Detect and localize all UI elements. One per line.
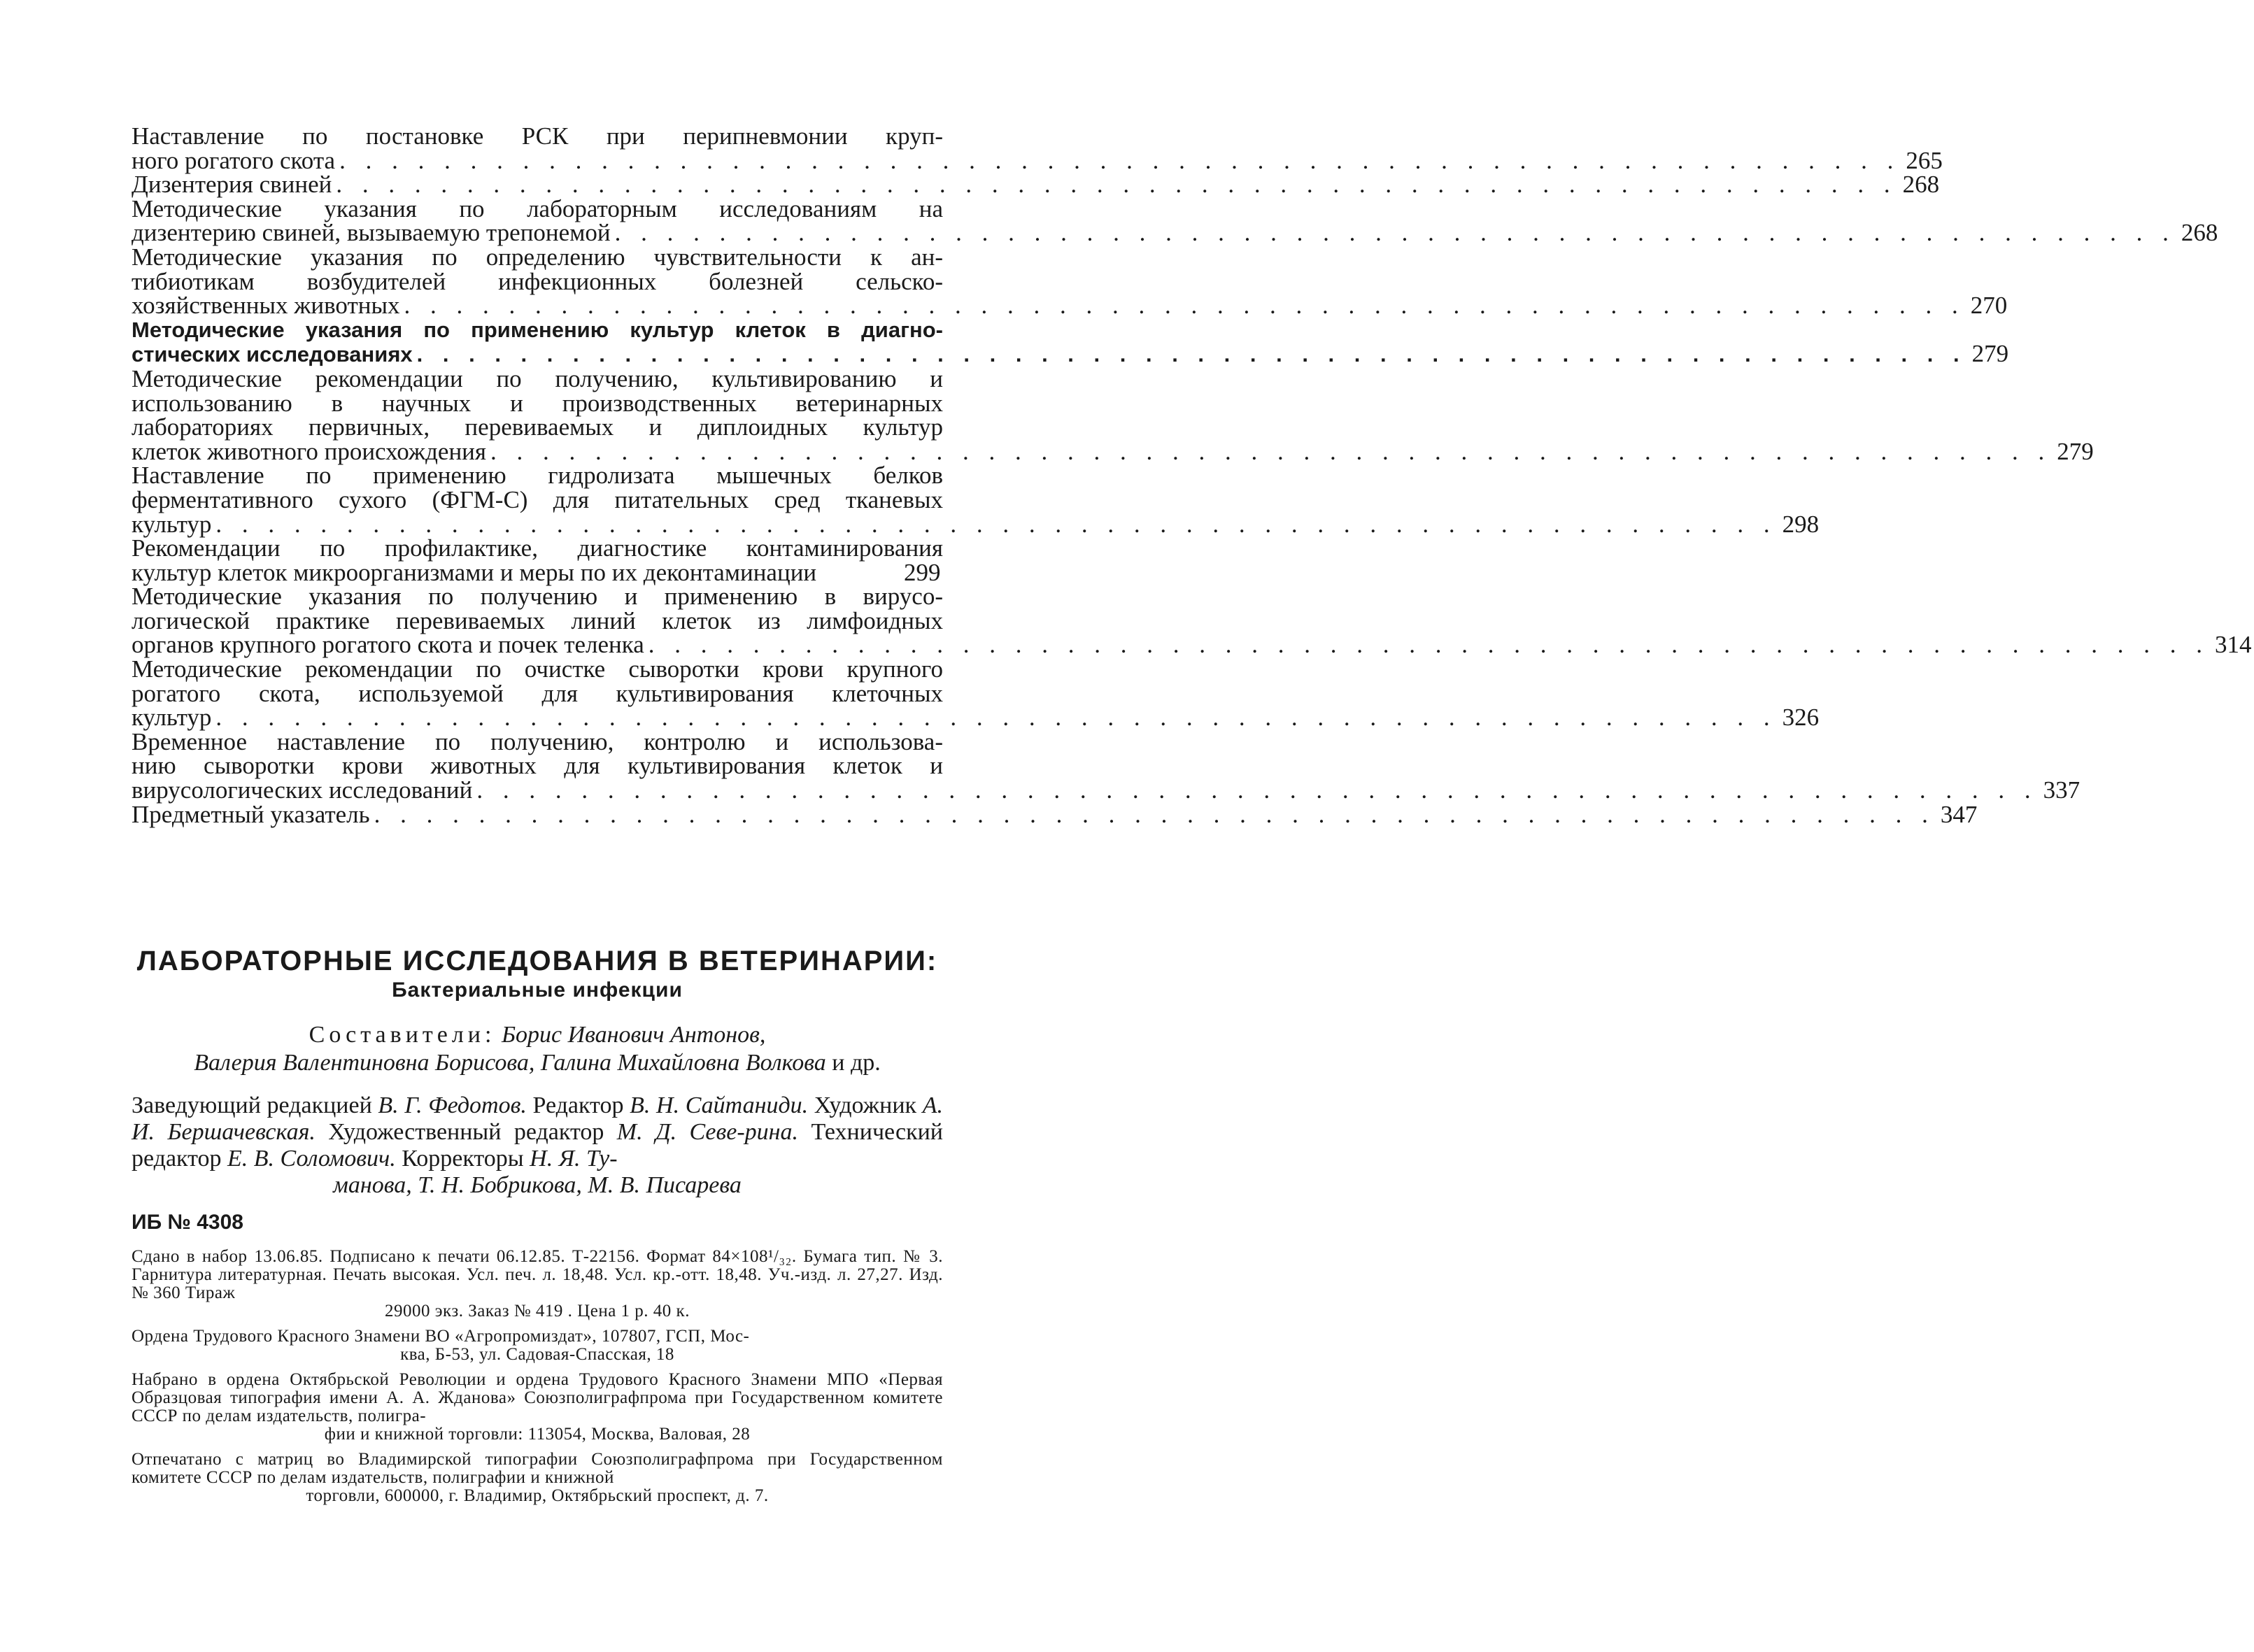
- toc-entry-title-end: вирусологических исследований: [132, 776, 473, 804]
- imprint-typesetting: Набрано в ордена Октябрьской Революции и ордена Трудового Красного Знамени МПО «Первая Образцовая типография имени А. А. Жданова» Союзполиграфпрома при Государственном комитете СССР по делам издательств, полигра-: [132, 1370, 943, 1425]
- toc-entry-title-end: органов крупного рогатого скота и почек теленка: [132, 631, 644, 659]
- toc-entry: [132, 171, 1940, 199]
- editor-role: Художественный редактор: [315, 1119, 617, 1145]
- toc-entry-line: Методические рекомендации по очистке сыворотки крови крупного: [132, 655, 943, 683]
- toc-entry-line: Рекомендации по профилактике, диагностике контаминирования: [132, 534, 943, 562]
- toc-page-number: 279: [1971, 340, 2009, 368]
- editor-role: Заведующий редакцией: [132, 1092, 378, 1118]
- toc-leader-dots: . . . . . . . . . . . . . . . . . . . . . . . . . . . . . . . . . . . . . . . . . . . . . . . . . . . . . . . . . . . .: [339, 146, 1901, 174]
- editorial-staff-last-line: манова, Т. Н. Бобрикова, М. В. Писарева: [333, 1172, 742, 1198]
- toc-entry-line: Методические рекомендации по получению, культивированию и: [132, 364, 943, 392]
- compilers-line-1: Борис Иванович Антонов,: [501, 1022, 766, 1048]
- toc-entry-title-end: культур: [132, 704, 212, 732]
- imprint-print-data-end: 29000 экз. Заказ № 419 . Цена 1 р. 40 к.: [385, 1302, 690, 1320]
- imprint-publisher: Ордена Трудового Красного Знамени ВО «Агропромиздат», 107807, ГСП, Мос-: [132, 1327, 750, 1346]
- table-of-contents: [132, 122, 2252, 828]
- imprint-printing: Отпечатано с матриц во Владимирской типографии Союзполиграфпрома при Государственном комитете СССР по делам издательств, полиграфии и книжной: [132, 1450, 943, 1487]
- editor-name: А. И. Бершачевская.: [132, 1092, 943, 1145]
- toc-entry-title-end: хозяйственных животных: [132, 292, 400, 320]
- toc-entry: [132, 317, 2009, 368]
- toc-entry: [132, 727, 2081, 804]
- toc-entry-line: Временное наставление по получению, контролю и использова-: [132, 727, 943, 755]
- toc-entry-title-end: культур: [132, 510, 212, 538]
- imprint-typesetting-end: фии и книжной торговли: 113054, Москва, Валовая, 28: [324, 1425, 751, 1444]
- toc-leader-dots: . . . . . . . . . . . . . . . . . . . . . . . . . . . . . . . . . . . . . . . . . . . . . . . . . . . . . . . . . . . .: [476, 776, 2038, 804]
- imprint-printing-end: торговли, 600000, г. Владимир, Октябрьский проспект, д. 7.: [306, 1486, 769, 1505]
- editor-role: Корректоры: [395, 1146, 530, 1172]
- ib-number: ИБ № 4308: [132, 1211, 243, 1234]
- toc-entry-line: Наставление по постановке РСК при перипневмонии круп-: [132, 122, 943, 150]
- toc-page-number: 270: [1970, 292, 2008, 320]
- compilers-line-2: Валерия Валентиновна Борисова, Галина Михайловна Волкова: [194, 1050, 826, 1076]
- toc-page-number: 326: [1782, 704, 1820, 732]
- compilers-etc: и др.: [832, 1050, 881, 1076]
- toc-entry: [132, 583, 2252, 659]
- toc-entry-title-end: культур клеток микроорганизмами и меры по их деконтаминации: [132, 558, 817, 586]
- toc-entry: [132, 243, 2008, 320]
- toc-entry: [132, 462, 1820, 538]
- toc-entry-line: Наставление по применению гидролизата мышечных белков: [132, 462, 943, 490]
- imprint-publisher-end: ква, Б-53, ул. Садовая-Спасская, 18: [400, 1345, 674, 1364]
- toc-page-number: 347: [1940, 800, 1978, 828]
- colophon: [132, 946, 943, 1512]
- toc-entry-line: тибиотикам возбудителей инфекционных болезней сельско-: [132, 267, 943, 295]
- editorial-staff-text: [132, 1092, 943, 1172]
- toc-entry-line: лабораториях первичных, перевиваемых и диплоидных культур: [132, 413, 943, 441]
- toc-entry: [132, 194, 2218, 247]
- toc-entry-title-end: стических исследованиях: [132, 342, 413, 367]
- toc-leader-dots: . . . . . . . . . . . . . . . . . . . . . . . . . . . . . . . . . . . . . . . . . . . . . . . . . . . . . . . . . . . .: [215, 704, 1777, 732]
- toc-entry-line: Методические указания по применению культур клеток в диагно-: [132, 317, 943, 342]
- toc-page-number: 265: [1906, 146, 1943, 174]
- toc-entry-title-end: ного рогатого скота: [132, 146, 336, 174]
- toc-entry-line: рогатого скота, используемой для культивирования клеточных: [132, 679, 943, 707]
- toc-entry-title-end: Дизентерия свиней: [132, 171, 332, 199]
- compilers-label: Составители:: [309, 1022, 496, 1048]
- book-title: ЛАБОРАТОРНЫЕ ИССЛЕДОВАНИЯ В ВЕТЕРИНАРИИ:: [136, 946, 938, 976]
- toc-page-number: 268: [1902, 171, 1940, 199]
- editor-name: В. Н. Сайтаниди.: [630, 1092, 809, 1118]
- editorial-staff: [132, 1092, 943, 1199]
- editor-role: Технический редактор: [132, 1119, 943, 1172]
- toc-entry: [132, 655, 1820, 732]
- toc-entry: [132, 122, 1943, 174]
- toc-leader-dots: . . . . . . . . . . . . . . . . . . . . . . . . . . . . . . . . . . . . . . . . . . . . . . . . . . . . . . . . . . . .: [614, 219, 2176, 247]
- toc-entry-title-end: дизентерию свиней, вызываемую трепонемой: [132, 219, 611, 247]
- toc-leader-dots: . . . . . . . . . . . . . . . . . . . . . . . . . . . . . . . . . . . . . . . . . . . . . . . . . . . . . . . . . . . .: [490, 437, 2052, 465]
- toc-entry-title-end: клеток животного происхождения: [132, 437, 487, 465]
- editor-name: Н. Я. Ту-: [530, 1146, 618, 1172]
- editor-role: Редактор: [526, 1092, 630, 1118]
- compilers: [132, 1021, 943, 1077]
- imprint-print-data: Сдано в набор 13.06.85. Подписано к печати 06.12.85. Т-22156. Формат 84×108¹/₃₂. Бумага тип. № 3. Гарнитура литературная. Печать высокая. Усл. печ. л. 18,48. Усл. кр.-отт. 18,48. Уч.-изд. л. 27,27. Изд. № 360 Тираж: [132, 1247, 943, 1302]
- toc-entry-line: нию сыворотки крови животных для культивирования клеток и: [132, 752, 943, 780]
- toc-page-number: 268: [2181, 219, 2218, 247]
- toc-entry-title-end: Предметный указатель: [132, 800, 370, 828]
- editor-name: В. Г. Федотов.: [378, 1092, 527, 1118]
- toc-page-number: 314: [2215, 631, 2252, 659]
- toc-leader-dots: . . . . . . . . . . . . . . . . . . . . . . . . . . . . . . . . . . . . . . . . . . . . . . . . . . . . . . . . . . . .: [404, 292, 1965, 320]
- toc-leader-dots: . . . . . . . . . . . . . . . . . . . . . . . . . . . . . . . . . . . . . . . . . . . . . . . . . . . . . . . . . . . .: [416, 342, 1966, 367]
- toc-leader-dots: . . . . . . . . . . . . . . . . . . . . . . . . . . . . . . . . . . . . . . . . . . . . . . . . . . . . . . . . . . . .: [374, 800, 1935, 828]
- toc-page-number: 299: [904, 558, 941, 586]
- toc-entry-line: Методические указания по определению чувствительности к ан-: [132, 243, 943, 271]
- book-subtitle: Бактериальные инфекции: [392, 978, 683, 1002]
- toc-leader-dots: . . . . . . . . . . . . . . . . . . . . . . . . . . . . . . . . . . . . . . . . . . . . . . . . . . . . . . . . . . . .: [215, 510, 1777, 538]
- toc-page-number: 279: [2057, 437, 2094, 465]
- editor-role: Художник: [808, 1092, 923, 1118]
- toc-page-number: 298: [1782, 510, 1820, 538]
- imprint: [132, 1248, 943, 1505]
- toc-entry-line: Методические указания по лабораторным исследованиям на: [132, 194, 943, 222]
- toc-entry: [132, 800, 1978, 828]
- toc-entry-line: Методические указания по получению и применению в вирусо-: [132, 583, 943, 611]
- toc-entry-line: использованию в научных и производственных ветеринарных: [132, 389, 943, 417]
- toc-entry-line: ферментативного сухого (ФГМ-С) для питательных сред тканевых: [132, 485, 943, 513]
- toc-page-number: 337: [2043, 776, 2081, 804]
- toc-leader-dots: . . . . . . . . . . . . . . . . . . . . . . . . . . . . . . . . . . . . . . . . . . . . . . . . . . . . . . . . . . . .: [336, 171, 1897, 199]
- editor-name: М. Д. Севе-рина.: [616, 1119, 799, 1145]
- toc-leader-dots: . . . . . . . . . . . . . . . . . . . . . . . . . . . . . . . . . . . . . . . . . . . . . . . . . . . . . . . . . . . .: [648, 631, 2210, 659]
- editor-name: Е. В. Соломович.: [227, 1146, 396, 1172]
- toc-entry: [132, 536, 943, 585]
- toc-entry: [132, 364, 2094, 465]
- toc-entry-line: логической практике перевиваемых линий клеток из лимфоидных: [132, 606, 943, 634]
